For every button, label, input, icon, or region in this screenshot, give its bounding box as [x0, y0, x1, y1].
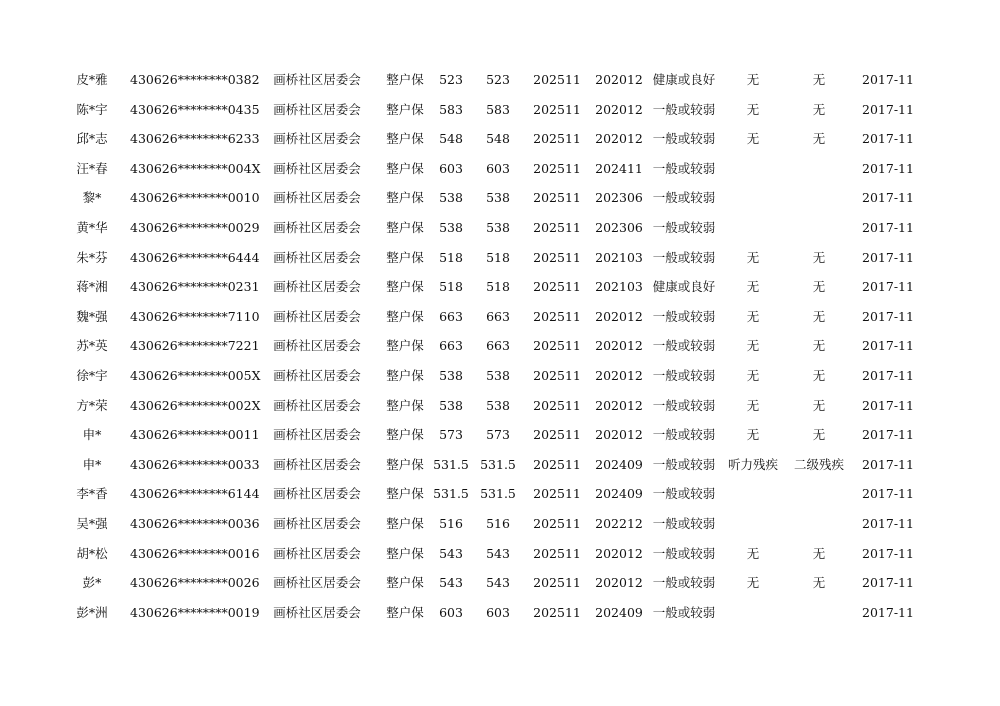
cell-health-status: 一般或较弱	[652, 367, 716, 383]
cell-disability-level: 无	[812, 72, 826, 87]
cell-disability-type: 无	[746, 72, 760, 87]
cell-community: 画桥社区居委会	[273, 279, 361, 295]
cell-id-number: 430626********0029	[130, 219, 260, 235]
cell-amount-b: 603	[486, 160, 510, 176]
table-row	[0, 450, 1000, 480]
cell-disability-type: 无	[746, 101, 760, 117]
cell-amount-a: 663	[439, 308, 463, 324]
cell-disability-type: 无	[746, 279, 760, 295]
cell-community: 画桥社区居委会	[273, 545, 361, 561]
cell-id-number: 430626********0019	[130, 604, 260, 620]
cell-disability-level: 无	[812, 545, 826, 561]
cell-health-status: 一般或较弱	[652, 456, 716, 472]
cell-amount-a: 518	[439, 279, 463, 295]
cell-community: 画桥社区居委会	[273, 604, 361, 620]
cell-amount-b: 518	[486, 249, 510, 265]
cell-period-end: 202511	[533, 604, 581, 620]
cell-period-end: 202511	[533, 486, 581, 502]
cell-aid-type: 整户保	[386, 486, 424, 502]
cell-id-number: 430626********7221	[130, 338, 260, 354]
cell-period-end: 202511	[533, 190, 581, 206]
cell-id-number: 430626********0036	[130, 515, 260, 531]
table-row	[0, 213, 1000, 243]
cell-id-number: 430626********0010	[130, 190, 260, 206]
cell-period-start: 202409	[595, 456, 643, 472]
cell-period-end: 202511	[533, 279, 581, 295]
cell-health-status: 一般或较弱	[652, 515, 716, 531]
cell-amount-b: 548	[486, 131, 510, 147]
cell-period-start: 202012	[595, 397, 643, 413]
cell-aid-type: 整户保	[386, 308, 424, 324]
cell-amount-a: 543	[439, 545, 463, 561]
table-row	[0, 420, 1000, 450]
cell-id-number: 430626********0016	[130, 545, 260, 561]
cell-health-status: 一般或较弱	[652, 219, 716, 235]
cell-start-month: 2017-11	[862, 604, 914, 620]
cell-health-status: 一般或较弱	[652, 190, 716, 206]
cell-start-month: 2017-11	[862, 515, 914, 531]
cell-period-start: 202012	[595, 575, 643, 591]
table-row	[0, 479, 1000, 509]
cell-period-end: 202511	[533, 515, 581, 531]
cell-disability-level: 无	[812, 249, 826, 265]
cell-period-start: 202212	[595, 515, 643, 531]
cell-name: 方*荣	[76, 397, 108, 413]
cell-aid-type: 整户保	[386, 515, 424, 531]
table-row	[0, 568, 1000, 598]
cell-community: 画桥社区居委会	[273, 338, 361, 354]
cell-aid-type: 整户保	[386, 101, 424, 117]
cell-amount-a: 548	[439, 131, 463, 147]
cell-amount-a: 538	[439, 397, 463, 413]
cell-name: 彭*	[82, 575, 102, 591]
cell-amount-b: 583	[486, 101, 510, 117]
table-row	[0, 124, 1000, 154]
cell-period-start: 202103	[595, 279, 643, 295]
cell-community: 画桥社区居委会	[273, 249, 361, 265]
cell-period-start: 202306	[595, 219, 643, 235]
cell-amount-b: 543	[486, 575, 510, 591]
cell-amount-b: 538	[486, 397, 510, 413]
cell-amount-a: 573	[439, 427, 463, 443]
cell-period-start: 202306	[595, 190, 643, 206]
cell-disability-type: 无	[746, 338, 760, 354]
cell-disability-level: 无	[812, 397, 826, 413]
cell-aid-type: 整户保	[386, 604, 424, 620]
cell-amount-b: 543	[486, 545, 510, 561]
cell-amount-b: 538	[486, 367, 510, 383]
cell-health-status: 一般或较弱	[652, 397, 716, 413]
table-row	[0, 539, 1000, 569]
cell-amount-a: 523	[439, 72, 463, 87]
cell-period-end: 202511	[533, 456, 581, 472]
cell-amount-b: 538	[486, 190, 510, 206]
cell-disability-type: 无	[746, 367, 760, 383]
cell-period-end: 202511	[533, 101, 581, 117]
cell-amount-b: 516	[486, 515, 510, 531]
cell-community: 画桥社区居委会	[273, 427, 361, 443]
cell-community: 画桥社区居委会	[273, 219, 361, 235]
cell-start-month: 2017-11	[862, 456, 914, 472]
cell-amount-a: 663	[439, 338, 463, 354]
cell-amount-b: 663	[486, 308, 510, 324]
cell-disability-type: 无	[746, 427, 760, 443]
cell-disability-level: 无	[812, 575, 826, 591]
cell-health-status: 一般或较弱	[652, 427, 716, 443]
cell-name: 彭*洲	[76, 604, 108, 620]
cell-health-status: 一般或较弱	[652, 486, 716, 502]
cell-amount-a: 603	[439, 604, 463, 620]
cell-amount-a: 531.5	[433, 456, 469, 472]
cell-id-number: 430626********005X	[130, 367, 261, 383]
cell-disability-type: 无	[746, 575, 760, 591]
cell-period-start: 202103	[595, 249, 643, 265]
cell-health-status: 一般或较弱	[652, 308, 716, 324]
cell-aid-type: 整户保	[386, 575, 424, 591]
cell-community: 画桥社区居委会	[273, 486, 361, 502]
cell-period-start: 202409	[595, 604, 643, 620]
table-row	[0, 391, 1000, 421]
cell-id-number: 430626********0033	[130, 456, 260, 472]
cell-name: 朱*芬	[76, 249, 108, 265]
table-row	[0, 302, 1000, 332]
cell-community: 画桥社区居委会	[273, 72, 361, 87]
cell-name: 苏*英	[76, 338, 108, 354]
cell-start-month: 2017-11	[862, 308, 914, 324]
cell-period-end: 202511	[533, 367, 581, 383]
cell-health-status: 一般或较弱	[652, 338, 716, 354]
cell-period-end: 202511	[533, 575, 581, 591]
cell-start-month: 2017-11	[862, 219, 914, 235]
cell-disability-level: 无	[812, 308, 826, 324]
cell-aid-type: 整户保	[386, 190, 424, 206]
cell-health-status: 一般或较弱	[652, 545, 716, 561]
cell-amount-b: 531.5	[480, 456, 516, 472]
cell-disability-level: 无	[812, 101, 826, 117]
cell-community: 画桥社区居委会	[273, 367, 361, 383]
cell-id-number: 430626********002X	[130, 397, 261, 413]
cell-disability-type: 无	[746, 249, 760, 265]
cell-amount-b: 573	[486, 427, 510, 443]
cell-period-start: 202409	[595, 486, 643, 502]
cell-disability-level: 二级残疾	[793, 456, 844, 472]
cell-start-month: 2017-11	[862, 338, 914, 354]
cell-amount-b: 531.5	[480, 486, 516, 502]
cell-period-start: 202012	[595, 101, 643, 117]
cell-amount-b: 663	[486, 338, 510, 354]
table-row	[0, 361, 1000, 391]
cell-health-status: 一般或较弱	[652, 604, 716, 620]
cell-health-status: 一般或较弱	[652, 575, 716, 591]
cell-id-number: 430626********004X	[130, 160, 261, 176]
cell-amount-a: 538	[439, 367, 463, 383]
cell-community: 画桥社区居委会	[273, 397, 361, 413]
cell-amount-b: 523	[486, 72, 510, 87]
cell-id-number: 430626********6144	[130, 486, 260, 502]
cell-start-month: 2017-11	[862, 160, 914, 176]
cell-disability-type: 听力残疾	[727, 456, 778, 472]
cell-amount-a: 531.5	[433, 486, 469, 502]
cell-name: 吴*强	[76, 515, 108, 531]
cell-id-number: 430626********7110	[130, 308, 260, 324]
cell-period-start: 202012	[595, 131, 643, 147]
cell-period-end: 202511	[533, 397, 581, 413]
cell-start-month: 2017-11	[862, 367, 914, 383]
table-row	[0, 65, 1000, 95]
cell-start-month: 2017-11	[862, 486, 914, 502]
cell-start-month: 2017-11	[862, 249, 914, 265]
cell-name: 魏*强	[76, 308, 108, 324]
cell-amount-a: 543	[439, 575, 463, 591]
cell-id-number: 430626********6233	[130, 131, 260, 147]
cell-community: 画桥社区居委会	[273, 101, 361, 117]
cell-disability-type: 无	[746, 308, 760, 324]
cell-disability-level: 无	[812, 338, 826, 354]
cell-amount-b: 518	[486, 279, 510, 295]
cell-aid-type: 整户保	[386, 427, 424, 443]
cell-amount-a: 516	[439, 515, 463, 531]
cell-health-status: 一般或较弱	[652, 101, 716, 117]
cell-period-end: 202511	[533, 131, 581, 147]
table-row	[0, 598, 1000, 628]
cell-name: 胡*松	[76, 545, 108, 561]
cell-health-status: 健康或良好	[652, 72, 716, 87]
cell-aid-type: 整户保	[386, 367, 424, 383]
cell-period-start: 202012	[595, 308, 643, 324]
cell-period-end: 202511	[533, 338, 581, 354]
table-row	[0, 272, 1000, 302]
cell-disability-type: 无	[746, 545, 760, 561]
cell-health-status: 健康或良好	[652, 279, 716, 295]
cell-period-end: 202511	[533, 160, 581, 176]
cell-id-number: 430626********0011	[130, 427, 260, 443]
cell-name: 李*香	[76, 486, 108, 502]
cell-name: 黄*华	[76, 219, 108, 235]
cell-community: 画桥社区居委会	[273, 131, 361, 147]
cell-period-end: 202511	[533, 308, 581, 324]
cell-name: 黎*	[82, 190, 102, 206]
cell-start-month: 2017-11	[862, 545, 914, 561]
cell-start-month: 2017-11	[862, 72, 914, 87]
record-table	[0, 65, 1000, 627]
table-row	[0, 243, 1000, 273]
cell-health-status: 一般或较弱	[652, 160, 716, 176]
cell-name: 陈*宇	[76, 101, 108, 117]
table-row	[0, 331, 1000, 361]
cell-disability-level: 无	[812, 427, 826, 443]
cell-aid-type: 整户保	[386, 545, 424, 561]
cell-amount-b: 538	[486, 219, 510, 235]
cell-amount-b: 603	[486, 604, 510, 620]
cell-aid-type: 整户保	[386, 131, 424, 147]
cell-disability-level: 无	[812, 279, 826, 295]
cell-period-start: 202012	[595, 427, 643, 443]
cell-aid-type: 整户保	[386, 279, 424, 295]
cell-period-start: 202012	[595, 367, 643, 383]
cell-period-end: 202511	[533, 72, 581, 87]
table-row	[0, 154, 1000, 184]
cell-name: 皮*雅	[76, 72, 108, 87]
cell-community: 画桥社区居委会	[273, 456, 361, 472]
cell-name: 申*	[82, 456, 102, 472]
table-row	[0, 183, 1000, 213]
cell-amount-a: 518	[439, 249, 463, 265]
cell-disability-type: 无	[746, 131, 760, 147]
cell-disability-level: 无	[812, 367, 826, 383]
cell-name: 申*	[82, 427, 102, 443]
cell-community: 画桥社区居委会	[273, 160, 361, 176]
cell-amount-a: 538	[439, 219, 463, 235]
cell-disability-level: 无	[812, 131, 826, 147]
cell-amount-a: 583	[439, 101, 463, 117]
cell-aid-type: 整户保	[386, 72, 424, 87]
cell-name: 徐*宇	[76, 367, 108, 383]
cell-community: 画桥社区居委会	[273, 190, 361, 206]
cell-community: 画桥社区居委会	[273, 515, 361, 531]
cell-start-month: 2017-11	[862, 397, 914, 413]
cell-id-number: 430626********0231	[130, 279, 260, 295]
cell-period-start: 202012	[595, 338, 643, 354]
cell-start-month: 2017-11	[862, 101, 914, 117]
cell-id-number: 430626********6444	[130, 249, 260, 265]
cell-id-number: 430626********0382	[130, 72, 260, 87]
cell-aid-type: 整户保	[386, 397, 424, 413]
cell-name: 蒋*湘	[76, 279, 108, 295]
cell-period-start: 202411	[595, 160, 643, 176]
cell-aid-type: 整户保	[386, 160, 424, 176]
cell-community: 画桥社区居委会	[273, 575, 361, 591]
cell-name: 汪*春	[76, 160, 108, 176]
cell-aid-type: 整户保	[386, 219, 424, 235]
cell-period-end: 202511	[533, 427, 581, 443]
cell-start-month: 2017-11	[862, 190, 914, 206]
cell-community: 画桥社区居委会	[273, 308, 361, 324]
cell-amount-a: 603	[439, 160, 463, 176]
cell-health-status: 一般或较弱	[652, 249, 716, 265]
cell-period-end: 202511	[533, 545, 581, 561]
table-row	[0, 509, 1000, 539]
cell-period-end: 202511	[533, 219, 581, 235]
cell-aid-type: 整户保	[386, 249, 424, 265]
cell-start-month: 2017-11	[862, 427, 914, 443]
cell-aid-type: 整户保	[386, 456, 424, 472]
cell-period-start: 202012	[595, 545, 643, 561]
table-row	[0, 95, 1000, 125]
cell-start-month: 2017-11	[862, 131, 914, 147]
cell-period-end: 202511	[533, 249, 581, 265]
cell-disability-type: 无	[746, 397, 760, 413]
cell-id-number: 430626********0026	[130, 575, 260, 591]
cell-start-month: 2017-11	[862, 575, 914, 591]
cell-aid-type: 整户保	[386, 338, 424, 354]
cell-name: 邱*志	[76, 131, 108, 147]
cell-id-number: 430626********0435	[130, 101, 260, 117]
cell-period-start: 202012	[595, 72, 643, 87]
cell-start-month: 2017-11	[862, 279, 914, 295]
cell-health-status: 一般或较弱	[652, 131, 716, 147]
cell-amount-a: 538	[439, 190, 463, 206]
